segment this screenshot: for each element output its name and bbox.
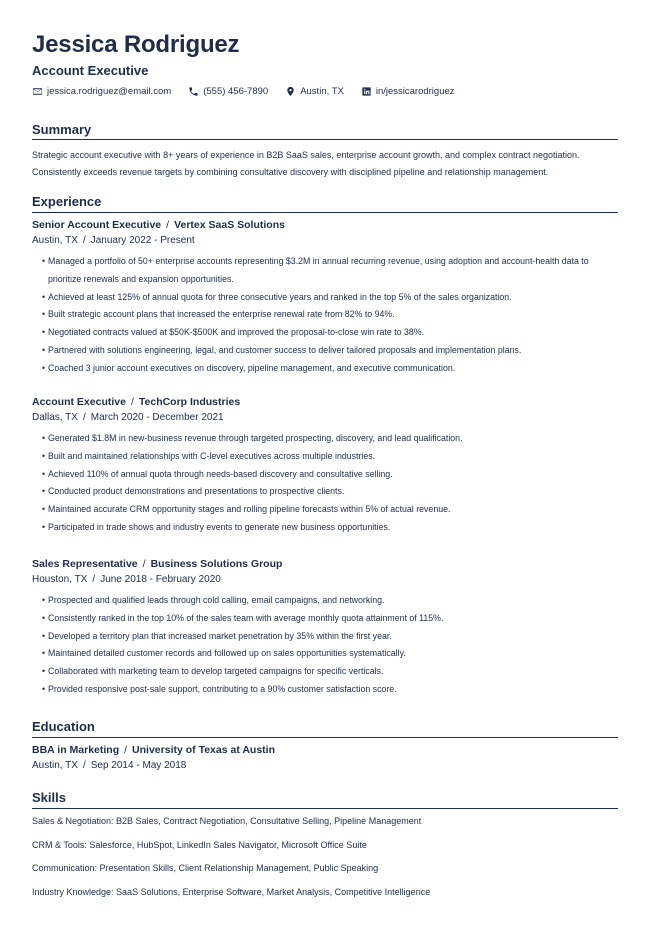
bullet-text: Consistently ranked in the top 10% of the sales team with average monthly quota attainment of 115%. bbox=[48, 612, 444, 623]
job-location: Dallas, TX bbox=[32, 412, 78, 423]
separator: / bbox=[124, 744, 128, 756]
contact-location-text: Austin, TX bbox=[300, 85, 344, 97]
bullet-item: • Maintained accurate CRM opportunity stages and rolling pipeline forecasts within 5% of actual revenue. bbox=[42, 504, 451, 515]
bullet-text: Achieved at least 125% of annual quota for three consecutive years and ranked in the top 5% of the sales organization. bbox=[48, 291, 512, 302]
job-role: Account Executive bbox=[32, 396, 126, 408]
job-company: Vertex SaaS Solutions bbox=[174, 219, 285, 231]
job-dates: June 2018 - February 2020 bbox=[100, 574, 221, 585]
separator: / bbox=[82, 235, 86, 246]
bullet-text: Coached 3 junior account executives on discovery, pipeline management, and executive communication. bbox=[48, 362, 456, 373]
job-bullets bbox=[32, 253, 618, 378]
bullet-item: • Achieved at least 125% of annual quota for three consecutive years and ranked in the top 5% of the sales organization. bbox=[42, 291, 512, 302]
summary-heading: Summary bbox=[32, 122, 92, 137]
skills-divider bbox=[32, 808, 618, 809]
job-location: Austin, TX bbox=[32, 235, 78, 246]
job-meta-line bbox=[32, 410, 618, 426]
skill-line: CRM & Tools: Salesforce, HubSpot, LinkedIn Sales Navigator, Microsoft Office Suite bbox=[32, 840, 367, 850]
bullet-item: • Prospected and qualified leads through cold calling, email campaigns, and networking. bbox=[42, 595, 385, 605]
bullet-item: • Negotiated contracts valued at $50K-$500K and improved the proposal-to-close win rate to 38%. bbox=[42, 327, 425, 338]
job-meta-line bbox=[32, 233, 618, 249]
separator: / bbox=[166, 219, 170, 231]
job-title-line bbox=[32, 394, 618, 410]
contact-email-text: jessica.rodriguez@email.com bbox=[47, 85, 172, 97]
bullet-text: Participated in trade shows and industry events to generate new business opportunities. bbox=[48, 521, 391, 532]
bullet-item: • Partnered with solutions engineering, legal, and customer success to deliver tailored proposals and implementation plans. bbox=[42, 344, 522, 355]
bullet-item: • Provided responsive post-sale support, contributing to a 90% customer satisfaction score. bbox=[42, 683, 397, 694]
bullet-text: Managed a portfolio of 50+ enterprise accounts representing $3.2M in annual recurring revenue, using adoption and account-health data to prioritize renewals and expansion opportunities. bbox=[48, 256, 589, 284]
bullet-text: Prospected and qualified leads through cold calling, email campaigns, and networking. bbox=[48, 595, 385, 605]
bullet-text: Collaborated with marketing team to develop targeted campaigns for specific verticals. bbox=[48, 666, 384, 677]
job-bullets bbox=[32, 592, 618, 699]
job-company: TechCorp Industries bbox=[138, 396, 241, 408]
linkedin-icon bbox=[361, 86, 372, 97]
contact-phone-text: (555) 456-7890 bbox=[203, 85, 269, 97]
bullet-text: Built strategic account plans that increased the enterprise renewal rate from 82% to 94%. bbox=[48, 309, 395, 320]
bullet-text: Provided responsive post-sale support, contributing to a 90% customer satisfaction score. bbox=[48, 683, 397, 694]
candidate-headline: Account Executive bbox=[32, 63, 149, 78]
job-entry bbox=[32, 394, 618, 537]
skill-line: Industry Knowledge: SaaS Solutions, Enterprise Software, Market Analysis, Competitive Intelligence bbox=[32, 887, 431, 897]
job-role: Senior Account Executive bbox=[32, 219, 162, 231]
separator: / bbox=[130, 396, 134, 408]
contact-email[interactable] bbox=[32, 86, 171, 97]
bullet-item: • Collaborated with marketing team to develop targeted campaigns for specific verticals. bbox=[42, 666, 384, 677]
contact-linkedin[interactable] bbox=[361, 86, 455, 97]
job-role: Sales Representative bbox=[32, 558, 138, 570]
bullet-item: • Generated $1.8M in new-business revenue through targeted prospecting, discovery, and lead qualification. bbox=[42, 433, 463, 443]
bullet-item: • Managed a portfolio of 50+ enterprise accounts representing $3.2M in annual recurring revenue, using adoption and account-health data to prioritize renewals and expansion opportunities. bbox=[42, 256, 589, 284]
separator: / bbox=[82, 760, 86, 771]
education-meta-line bbox=[32, 758, 618, 774]
bullet-text: Partnered with solutions engineering, legal, and customer success to deliver tailored proposals and implementation plans. bbox=[48, 344, 522, 355]
bullet-text: Developed a territory plan that increased market penetration by 35% within the first year. bbox=[48, 630, 392, 641]
bullet-item: • Built strategic account plans that increased the enterprise renewal rate from 82% to 94%. bbox=[42, 309, 395, 320]
bullet-text: Conducted product demonstrations and presentations to prospective clients. bbox=[48, 486, 345, 497]
education-entry bbox=[32, 742, 618, 774]
separator: / bbox=[142, 558, 146, 570]
bullet-text: Negotiated contracts valued at $50K-$500K and improved the proposal-to-close win rate to 38%. bbox=[48, 327, 425, 338]
education-location: Austin, TX bbox=[32, 760, 78, 771]
skill-line: Communication: Presentation Skills, Client Relationship Management, Public Speaking bbox=[32, 863, 379, 873]
bullet-item: • Maintained detailed customer records and followed up on sales opportunities systematically. bbox=[42, 648, 406, 659]
job-entry bbox=[32, 556, 618, 699]
experience-heading: Experience bbox=[32, 194, 102, 209]
location-pin-icon bbox=[285, 86, 296, 97]
bullet-item: • Achieved 110% of annual quota through needs-based discovery and consultative selling. bbox=[42, 468, 393, 479]
bullet-item: • Developed a territory plan that increased market penetration by 35% within the first year. bbox=[42, 630, 392, 641]
summary-text: Strategic account executive with 8+ years of experience in B2B SaaS sales, enterprise account growth, and complex contract negotiation. Consistently exceeds revenue targets by combining consultative discovery with disciplined pipeline and relationship management. bbox=[32, 150, 580, 177]
job-location: Houston, TX bbox=[32, 574, 88, 585]
candidate-name: Jessica Rodriguez bbox=[32, 31, 240, 58]
bullet-text: Built and maintained relationships with C-level executives across multiple industries. bbox=[48, 450, 376, 461]
bullet-text: Generated $1.8M in new-business revenue through targeted prospecting, discovery, and lead qualification. bbox=[48, 433, 463, 443]
bullet-item: • Coached 3 junior account executives on discovery, pipeline management, and executive communication. bbox=[42, 362, 456, 373]
skill-line: Sales & Negotiation: B2B Sales, Contract Negotiation, Consultative Selling, Pipeline Management bbox=[32, 816, 422, 826]
bullet-item: • Conducted product demonstrations and presentations to prospective clients. bbox=[42, 486, 345, 497]
bullet-item: • Consistently ranked in the top 10% of the sales team with average monthly quota attainment of 115%. bbox=[42, 612, 444, 623]
job-title-line bbox=[32, 217, 618, 233]
education-divider bbox=[32, 737, 618, 738]
job-title-line bbox=[32, 556, 618, 572]
skills-heading: Skills bbox=[32, 790, 66, 805]
mail-icon bbox=[32, 86, 43, 97]
education-dates: Sep 2014 - May 2018 bbox=[90, 760, 187, 771]
contact-linkedin-text: in/jessicarodriguez bbox=[375, 85, 455, 97]
job-entry bbox=[32, 217, 618, 378]
contact-bar bbox=[32, 84, 472, 98]
bullet-text: Achieved 110% of annual quota through needs-based discovery and consultative selling. bbox=[48, 468, 393, 479]
bullet-text: Maintained accurate CRM opportunity stages and rolling pipeline forecasts within 5% of actual revenue. bbox=[48, 504, 451, 515]
separator: / bbox=[82, 412, 86, 423]
education-title-line bbox=[32, 742, 618, 758]
bullet-text: Maintained detailed customer records and followed up on sales opportunities systematically. bbox=[48, 648, 406, 659]
contact-location bbox=[285, 86, 344, 97]
job-meta-line bbox=[32, 572, 618, 588]
phone-icon bbox=[188, 86, 199, 97]
education-heading: Education bbox=[32, 719, 95, 734]
separator: / bbox=[92, 574, 96, 585]
contact-phone[interactable] bbox=[188, 86, 268, 97]
summary-divider bbox=[32, 139, 618, 140]
education-school: University of Texas at Austin bbox=[132, 744, 276, 756]
experience-divider bbox=[32, 212, 618, 213]
job-company: Business Solutions Group bbox=[150, 558, 283, 570]
job-dates: March 2020 - December 2021 bbox=[90, 412, 224, 423]
job-bullets bbox=[32, 430, 618, 537]
job-dates: January 2022 - Present bbox=[90, 235, 195, 246]
education-degree: BBA in Marketing bbox=[32, 744, 120, 756]
bullet-item: • Participated in trade shows and industry events to generate new business opportunities. bbox=[42, 521, 391, 532]
bullet-item: • Built and maintained relationships with C-level executives across multiple industries. bbox=[42, 450, 376, 461]
